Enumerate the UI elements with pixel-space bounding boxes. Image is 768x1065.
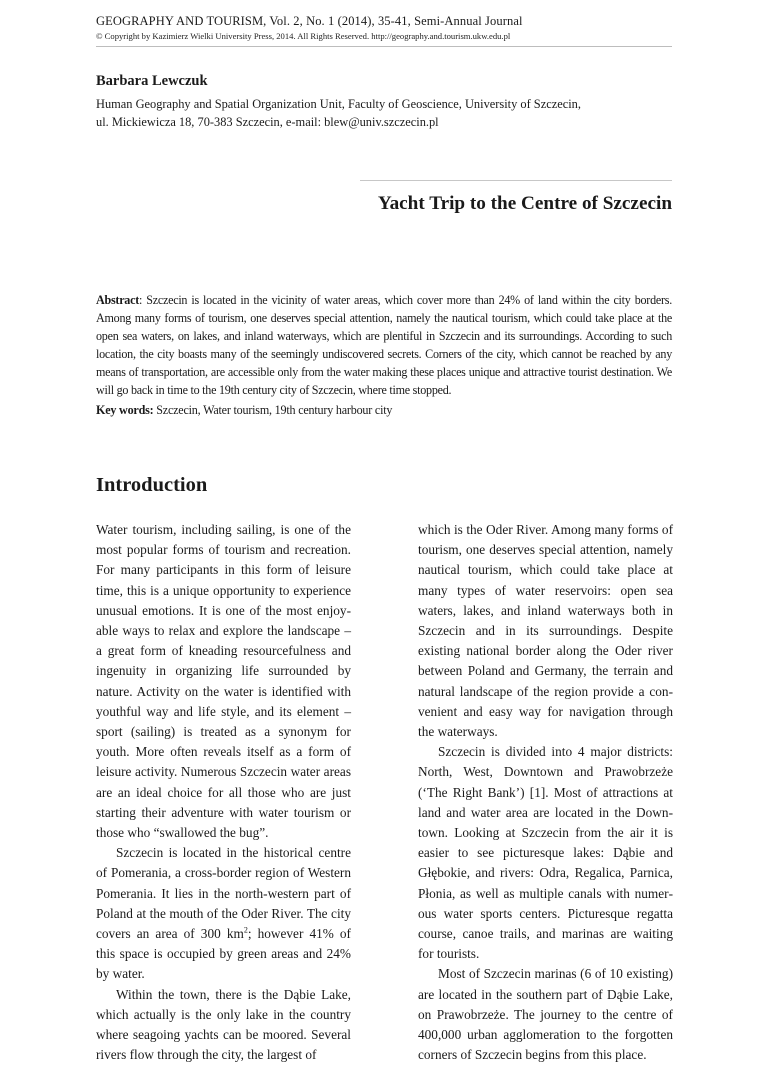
paragraph (96, 843, 351, 984)
author-name: Barbara Lewczuk (96, 73, 208, 89)
header-divider (96, 46, 672, 47)
keywords-label: Key words: (96, 403, 154, 417)
title-divider (360, 180, 672, 181)
paragraph: Within the town, there is the Dąbie Lake, which actually is the only lake in the country where seagoing yachts can be moored. Several rivers flow through the city, the largest of (96, 986, 351, 1063)
paragraph: Water tourism, including sailing, is one of the most popular forms of tourism and recreation. For many participants in this form of leisure time, this is a unique opportunity to experience unusual emotions. It is one of the most enjoyable ways to relax and explore the landscape – a great form of kneading resourcefulness and ingenuity in organizing life surrounded by nature. Activity on the water is identified with youthful way and life style, and its element – sport (sailing) is treated as a synonym for youth. More often reveals itself as a form of leisure activity. Numerous Szczecin water areas are an ideal choice for all those who are just starting their adventure with water tourism or those who “swallowed the bug”. (96, 522, 351, 841)
copyright-notice: © Copyright by Kazimierz Wielki University Press, 2014. All Rights Reserved. http://geography.and.tourism.ukw.edu.pl (96, 31, 511, 41)
superscript: 2 (243, 925, 248, 935)
paragraph: Most of Szczecin marinas (6 of 10 existing) are located in the southern part of Dąbie Lake, on Prawobrzeże. The journey to the centre of 400,000 urban agglomeration to the forgotten corners of Szczecin begins from this place. (418, 966, 673, 1063)
author-affiliation (96, 95, 686, 131)
affiliation-line-2: ul. Mickiewicza 18, 70-383 Szczecin, e-mail: blew@univ.szczecin.pl (96, 115, 439, 129)
body-column-right (418, 520, 673, 1065)
keywords (96, 403, 672, 418)
keywords-text: Szczecin, Water tourism, 19th century harbour city (153, 403, 393, 417)
paragraph: Szczecin is divided into 4 major districts: North, West, Downtown and Prawobrzeże (‘The Right Bank’) [1]. Most of attractions at land and water area are located in the Downtown. Looking at Szczecin from the air it is easier to see picturesque lakes: Dąbie and Głębokie, and rivers: Odra, Regalica, Parnica, Płonia, as well as multiple canals with numerous water sports centers. Picturesque regatta course, canoe trails, and marinas are waiting for tourists. (418, 744, 673, 962)
abstract-label: Abstract (96, 293, 140, 307)
section-heading: Introduction (96, 474, 208, 496)
paragraph-text: ; however 41% of this space is occupied by green areas and 24% by water. (96, 926, 351, 982)
abstract (96, 291, 672, 400)
paragraph: which is the Oder River. Among many forms of tourism, one deserves special attention, namely nautical tourism, which could take place at many types of water reservoirs: open sea waters, lakes, and inland waterways both in Szczecin and in its surroundings. Despite existing national border along the Oder river between Poland and Germany, the terrain and natural landscape of the region provide a convenient and easy way for navigation through the waterways. (418, 522, 673, 740)
article-title: Yacht Trip to the Centre of Szczecin (377, 193, 672, 214)
abstract-text: : Szczecin is located in the vicinity of water areas, which cover more than 24% of land within the city borders. Among many forms of tourism, one deserves special attention, namely the nautical tourism, which could take place at the open sea waters, on lakes, and inland waterways, which are plentiful in Szczecin and its surroundings. According to such location, the city boasts many of the seemingly undiscovered secrets. Corners of the city, which cannot be reached by any means of transportation, are accessible only from the water making these places unique and attractive tourist destination. We will go back in time to the 19th century city of Szczecin, where time stopped. (96, 293, 672, 398)
body-column-left (96, 520, 351, 1065)
paragraph-text: Szczecin is located in the historical centre of Pomerania, a cross-border region of Western Pomerania. It lies in the north-western part of Poland at the mouth of the Oder River. The city covers an area of 300 km (96, 845, 351, 942)
journal-header: GEOGRAPHY AND TOURISM, Vol. 2, No. 1 (2014), 35-41, Semi-Annual Journal (96, 14, 523, 28)
affiliation-line-1: Human Geography and Spatial Organization Unit, Faculty of Geoscience, University of Szczecin, (96, 97, 581, 111)
